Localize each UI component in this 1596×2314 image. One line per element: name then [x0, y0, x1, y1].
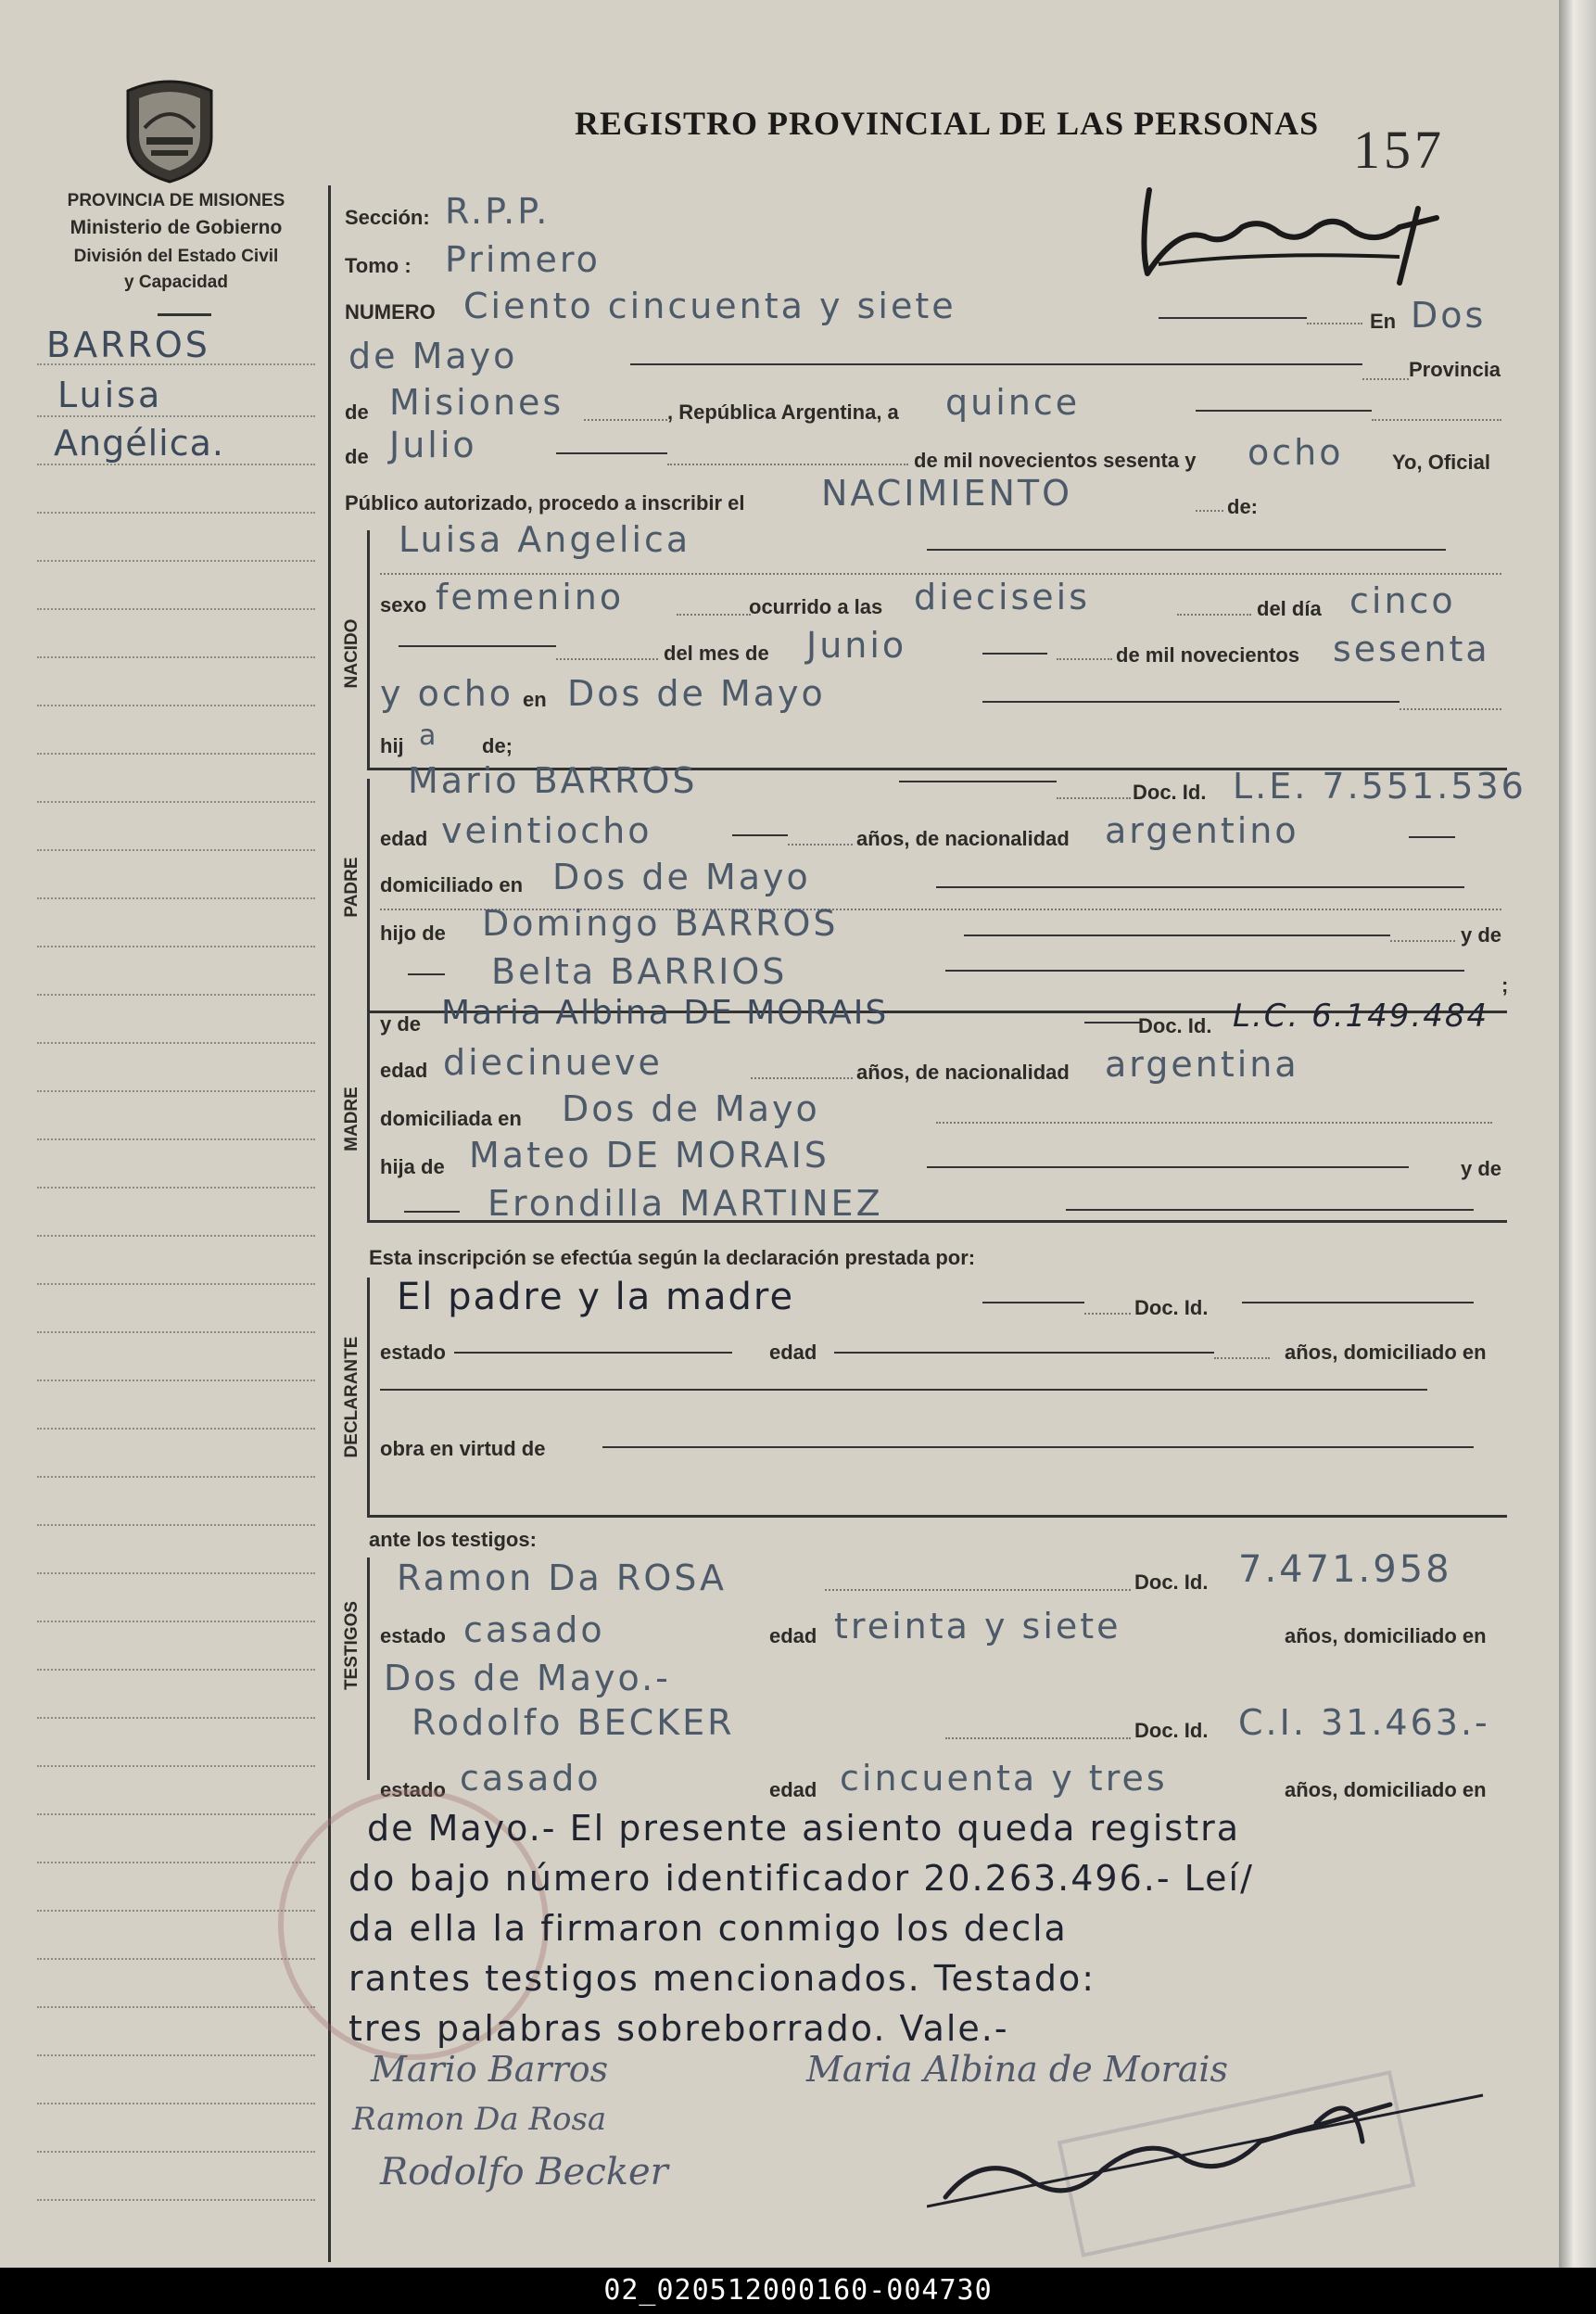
nacido-label: NACIDO [342, 618, 361, 689]
anio-value-2: y ocho [380, 673, 514, 714]
deldia-label: del día [1257, 597, 1322, 620]
dia-value: cinco [1349, 580, 1456, 621]
month-value: Julio [389, 425, 477, 465]
testigos-intro: ante los testigos: [369, 1528, 537, 1551]
t2-estado-value: casado [460, 1758, 602, 1799]
declarante-doc-label: Doc. Id. [1134, 1296, 1209, 1319]
t2-edad-value: cincuenta y tres [840, 1758, 1168, 1799]
padre-domicilio-label: domiciliado en [380, 873, 524, 896]
t1-anios-label: años, domiciliado en [1285, 1624, 1487, 1647]
sexo-value: femenino [436, 577, 625, 617]
numero-label: NUMERO [345, 300, 436, 324]
padre-doc-value: L.E. 7.551.536 [1233, 766, 1526, 807]
declarante-intro: Esta inscripción se efectúa según la declaración prestada por: [369, 1246, 976, 1269]
en-value-2: de Mayo [348, 336, 518, 376]
hij-label: hij [380, 734, 404, 757]
province-label: PROVINCIA DE MISIONES [67, 191, 285, 210]
padre-edad-value: veintiocho [441, 810, 652, 851]
t1-edad-label: edad [769, 1624, 817, 1647]
madre-anios-label: años, de nacionalidad [856, 1061, 1070, 1084]
margin-surname: BARROS [46, 324, 210, 365]
de-label-2: de [345, 445, 369, 468]
folio-number: 157 [1353, 120, 1445, 180]
padre-anios-label: años, de nacionalidad [856, 827, 1070, 850]
padre-semicolon: ; [1501, 973, 1509, 997]
ocurrido-label: ocurrido a las [749, 595, 883, 618]
madre-edad-value: diecinueve [443, 1042, 663, 1083]
seccion-value: R.P.P. [445, 191, 551, 232]
declarante-estado-label: estado [380, 1341, 446, 1364]
numero-value: Ciento cincuenta y siete [463, 286, 956, 326]
signature-witness-1: Ramon Da Rosa [352, 2101, 607, 2138]
declarante-label: DECLARANTE [342, 1336, 361, 1458]
testigos-label: TESTIGOS [342, 1600, 361, 1691]
signature-witness-2: Rodolfo Becker [380, 2151, 668, 2193]
mes-value: Junio [806, 625, 907, 666]
madre-domicilio-label: domiciliada en [380, 1107, 522, 1130]
padre-domicilio-value: Dos de Mayo [552, 857, 811, 897]
padre-mother-value: Belta BARRIOS [491, 951, 788, 992]
t1-edad-value: treinta y siete [834, 1606, 1121, 1646]
delmes-label: del mes de [664, 642, 769, 665]
note-line-5: tres palabras sobreborrado. Vale.- [348, 2008, 1009, 2049]
nacido-en-label: en [523, 688, 547, 711]
padre-yde-label: y de [1461, 923, 1502, 947]
madre-domicilio-value: Dos de Mayo [562, 1088, 820, 1129]
division-label-2: y Capacidad [124, 273, 228, 292]
madre-father-value: Mateo DE MORAIS [469, 1135, 830, 1176]
madre-nacionalidad-value: argentina [1105, 1044, 1299, 1085]
padre-father-value: Domingo BARROS [482, 903, 839, 944]
en-value-1: Dos [1411, 295, 1487, 336]
day-value: quince [945, 382, 1081, 423]
nacido-de-label: de; [482, 734, 513, 757]
madre-name: Maria Albina DE MORAIS [441, 994, 889, 1032]
coat-of-arms-icon [119, 72, 221, 184]
padre-name: Mario BARROS [408, 760, 698, 801]
padre-nacionalidad-value: argentino [1105, 810, 1299, 851]
t1-name: Ramon Da ROSA [397, 1558, 728, 1598]
margin-name-2: Angélica. [54, 423, 224, 464]
madre-yde-label: y de [380, 1012, 422, 1036]
image-id-footer: 02_020512000160-004730 [0, 2268, 1596, 2314]
de-colon-label: de: [1227, 495, 1258, 518]
page-title: REGISTRO PROVINCIAL DE LAS PERSONAS [575, 105, 1320, 142]
acto-value: NACIMIENTO [821, 473, 1073, 514]
t1-estado-label: estado [380, 1624, 446, 1647]
madre-doc-label: Doc. Id. [1138, 1014, 1212, 1037]
hij-value: a [419, 719, 439, 752]
signature-father: Mario Barros [371, 2049, 609, 2090]
t2-name: Rodolfo BECKER [412, 1702, 735, 1743]
madre-doc-value: L.C. 6.149.484 [1233, 998, 1489, 1035]
madre-mother-value: Erondilla MARTINEZ [488, 1183, 883, 1224]
obra-label: obra en virtud de [380, 1437, 546, 1460]
t1-domicilio: Dos de Mayo.- [384, 1658, 671, 1698]
provincia-value: Misiones [389, 382, 564, 423]
hora-value: dieciseis [914, 577, 1091, 617]
padre-doc-label: Doc. Id. [1133, 781, 1207, 804]
declarante-value: El padre y la madre [397, 1276, 795, 1318]
de-label: de [345, 400, 369, 424]
t2-doc-label: Doc. Id. [1134, 1719, 1209, 1742]
madre-edad-label: edad [380, 1059, 428, 1082]
note-line-2: do bajo número identificador 20.263.496.- Leí/ [348, 1858, 1254, 1899]
t2-estado-label: estado [380, 1778, 446, 1801]
header-divider [158, 313, 211, 316]
note-line-1: de Mayo.- El presente asiento queda registra [367, 1808, 1240, 1849]
registrar-signature [927, 2067, 1501, 2216]
madre-label: MADRE [342, 1087, 361, 1151]
ministry-label: Ministerio de Gobierno [70, 217, 283, 238]
tomo-value: Primero [445, 239, 601, 280]
official-signature [1121, 172, 1455, 292]
anio-value-1: sesenta [1333, 629, 1490, 669]
en-label: En [1370, 310, 1397, 333]
year-value: ocho [1248, 432, 1344, 473]
t2-anios-label: años, domiciliado en [1285, 1778, 1487, 1801]
seccion-label: Sección: [345, 206, 430, 229]
oficial-label: Yo, Oficial [1392, 451, 1490, 474]
t2-edad-label: edad [769, 1778, 817, 1801]
hijode-label: hijo de [380, 922, 446, 945]
note-line-4: rantes testigos mencionados. Testado: [348, 1958, 1096, 1999]
lugar-value: Dos de Mayo [567, 673, 826, 714]
sexo-label: sexo [380, 593, 427, 617]
t1-doc-label: Doc. Id. [1134, 1570, 1209, 1594]
madre-yde-label-2: y de [1461, 1157, 1502, 1180]
republica-label: , República Argentina, a [667, 400, 899, 424]
hijade-label: hija de [380, 1155, 445, 1178]
declarante-edad-label: edad [769, 1341, 817, 1364]
declarante-anios-label: años, domiciliado en [1285, 1341, 1487, 1364]
signature-mother: Maria Albina de Morais [806, 2049, 1229, 2090]
mil-label-2: de mil novecientos [1116, 643, 1300, 667]
note-line-3: da ella la firmaron conmigo los decla [348, 1908, 1068, 1949]
mil-label: de mil novecientos sesenta y [914, 449, 1197, 472]
nacido-name: Luisa Angelica [399, 519, 691, 560]
publico-label: Público autorizado, procedo a inscribir el [345, 491, 745, 515]
book-edge [1559, 0, 1596, 2268]
division-label-1: División del Estado Civil [73, 247, 279, 266]
t2-doc-value: C.I. 31.463.- [1238, 1702, 1490, 1743]
provincia-label: Provincia [1409, 358, 1501, 381]
padre-label: PADRE [342, 857, 361, 918]
t1-estado-value: casado [463, 1609, 605, 1650]
margin-name-1: Luisa [57, 375, 163, 415]
tomo-label: Tomo : [345, 254, 412, 277]
padre-edad-label: edad [380, 827, 428, 850]
t1-doc-value: 7.471.958 [1238, 1548, 1452, 1591]
